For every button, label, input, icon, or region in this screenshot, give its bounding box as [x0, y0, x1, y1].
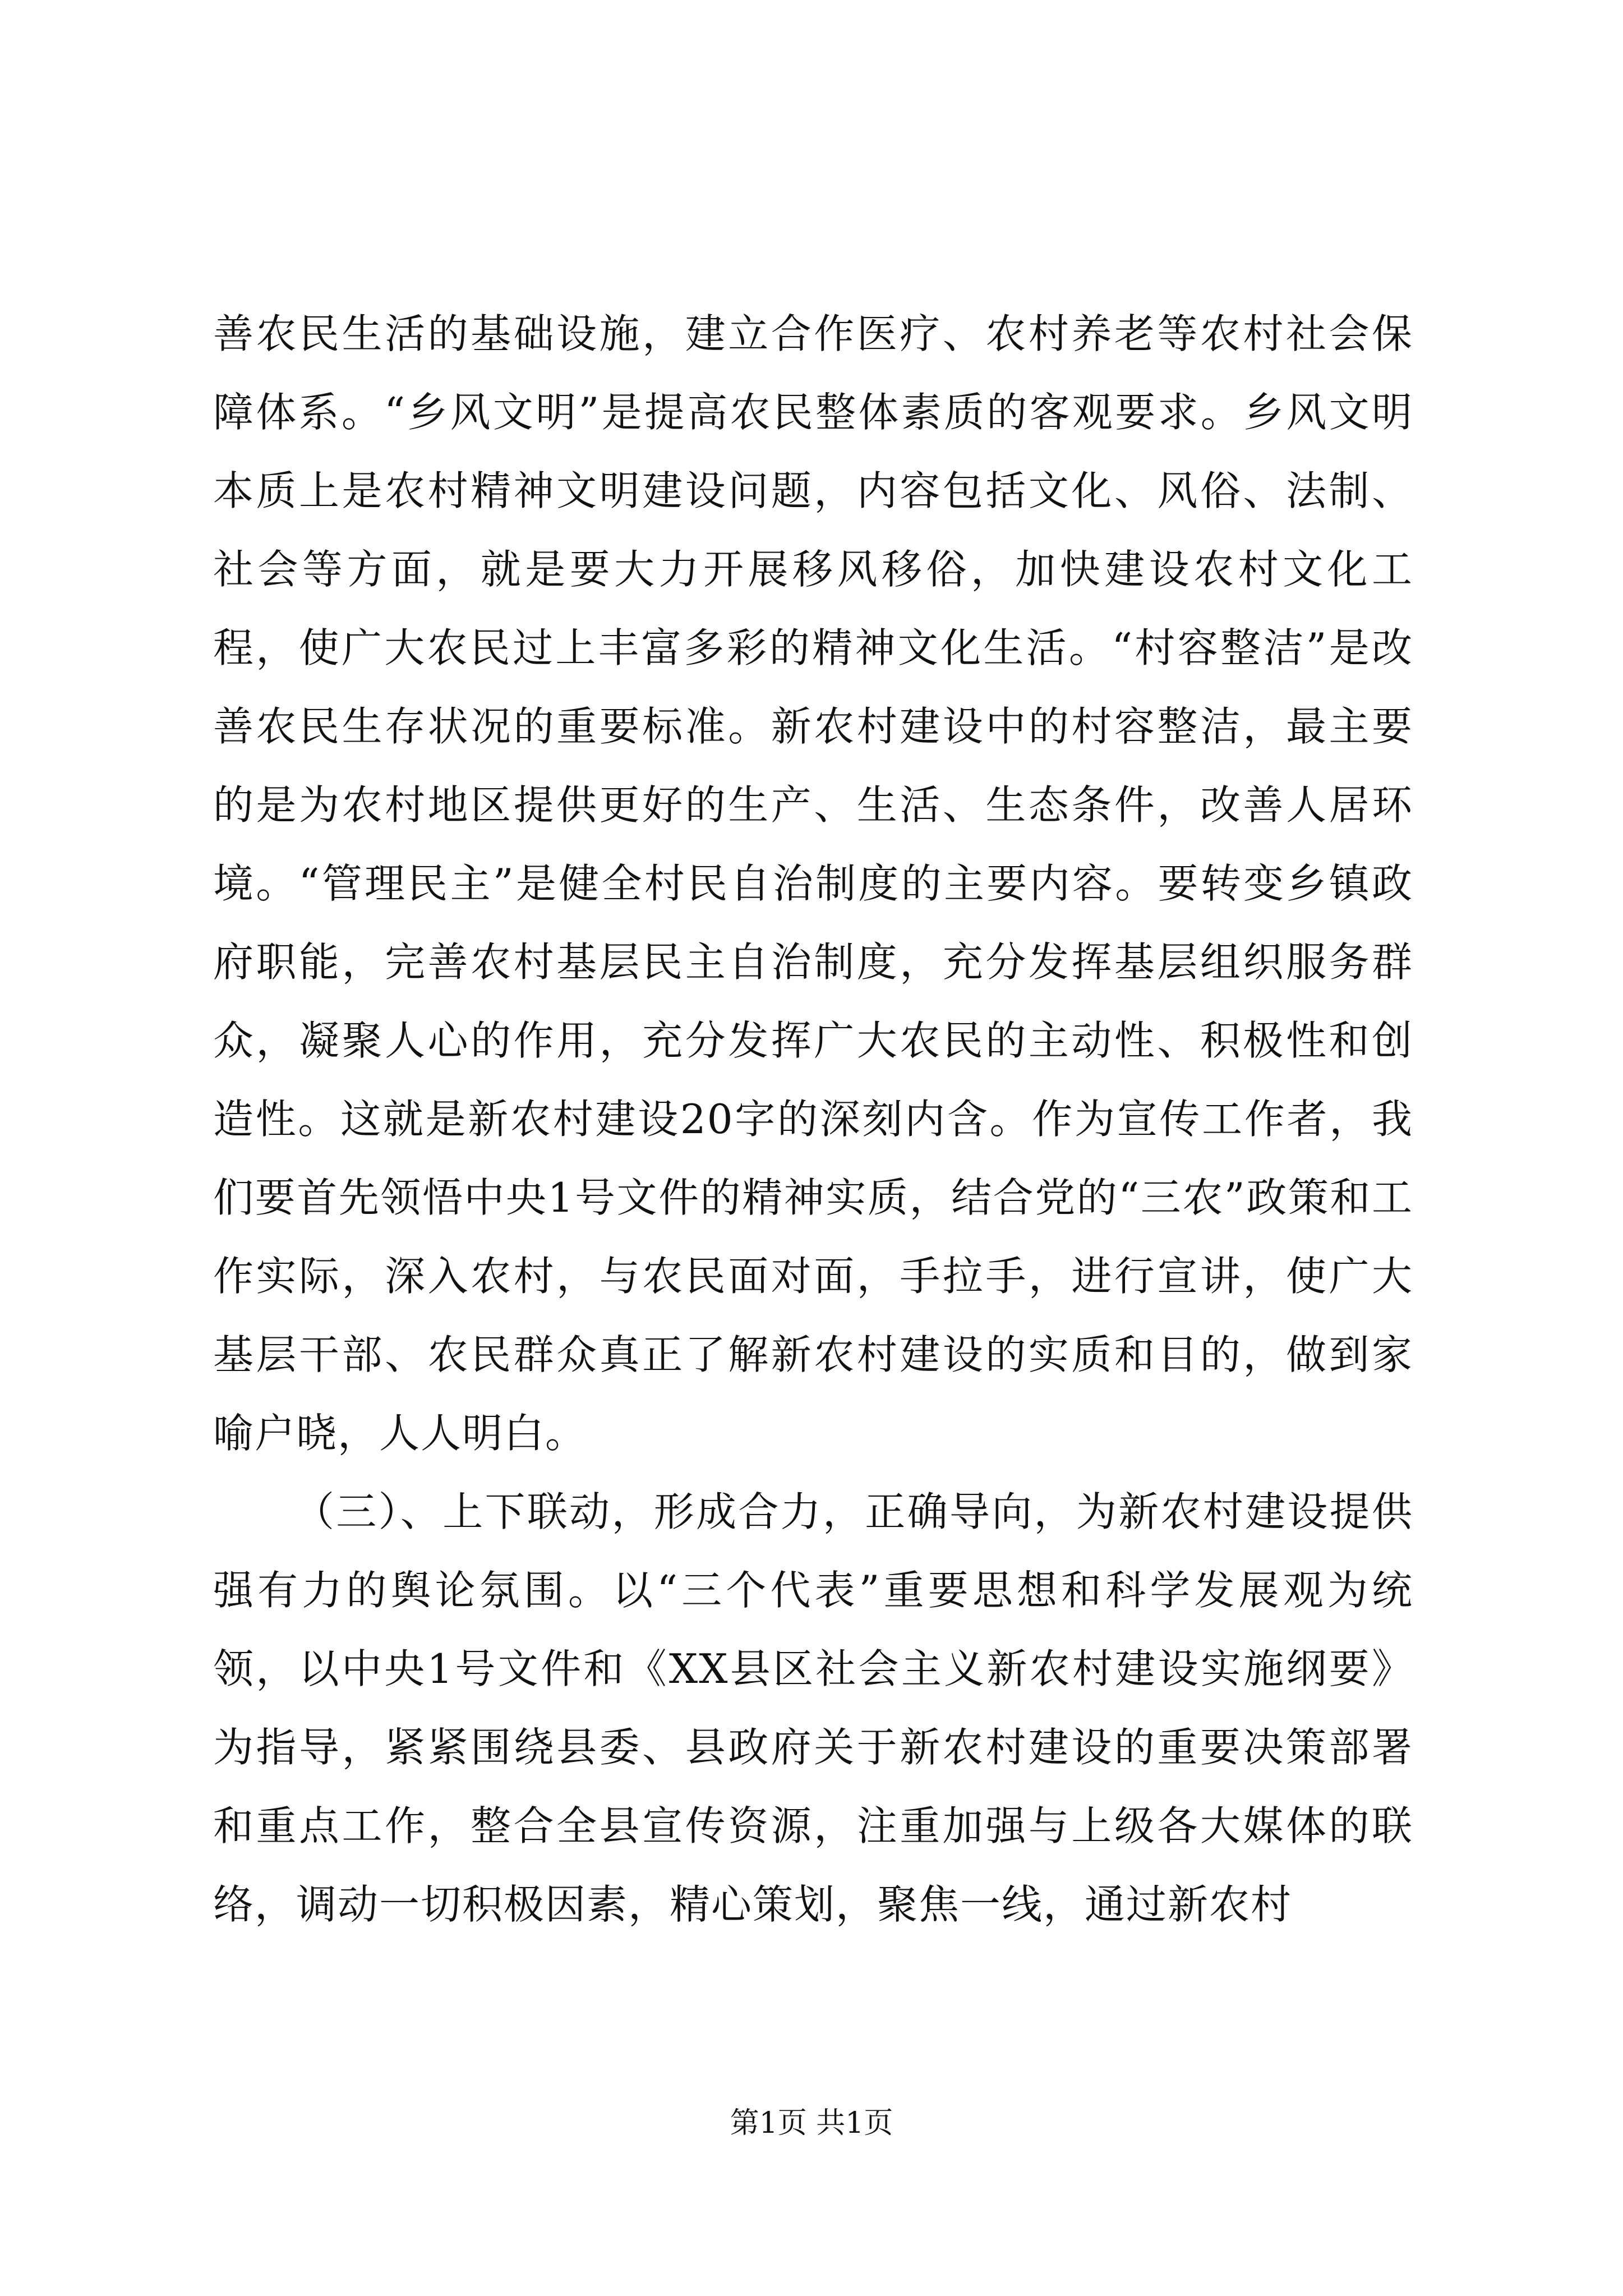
document-body	[213, 295, 1413, 1944]
page-footer: 第1页 共1页	[730, 2106, 893, 2140]
paragraph-2-section-three: （三）、上下联动，形成合力，正确导向，为新农村建设提供强有力的舆论氛围。以“三个代表”重要思想和科学发展观为统领，以中央1号文件和《XX县区社会主义新农村建设实施纲要》为指导，紧紧围绕县委、县政府关于新农村建设的重要决策部署和重点工作，整合全县宣传资源，注重加强与上级各大媒体的联络，调动一切积极因素，精心策划，聚焦一线，通过新农村	[213, 1488, 1413, 1928]
paragraph-1: 善农民生活的基础设施，建立合作医疗、农村养老等农村社会保障体系。“乡风文明”是提高农民整体素质的客观要求。乡风文明本质上是农村精神文明建设问题，内容包括文化、风俗、法制、社会等方面，就是要大力开展移风移俗，加快建设农村文化工程，使广大农民过上丰富多彩的精神文化生活。“村容整洁”是改善农民生存状况的重要标准。新农村建设中的村容整洁，最主要的是为农村地区提供更好的生产、生活、生态条件，改善人居环境。“管理民主”是健全村民自治制度的主要内容。要转变乡镇政府职能，完善农村基层民主自治制度，充分发挥基层组织服务群众，凝聚人心的作用，充分发挥广大农民的主动性、积极性和创造性。这就是新农村建设20字的深刻内含。作为宣传工作者，我们要首先领悟中央1号文件的精神实质，结合党的“三农”政策和工作实际，深入农村，与农民面对面，手拉手，进行宣讲，使广大基层干部、农民群众真正了解新农村建设的实质和目的，做到家喻户晓，人人明白。	[213, 310, 1413, 1457]
